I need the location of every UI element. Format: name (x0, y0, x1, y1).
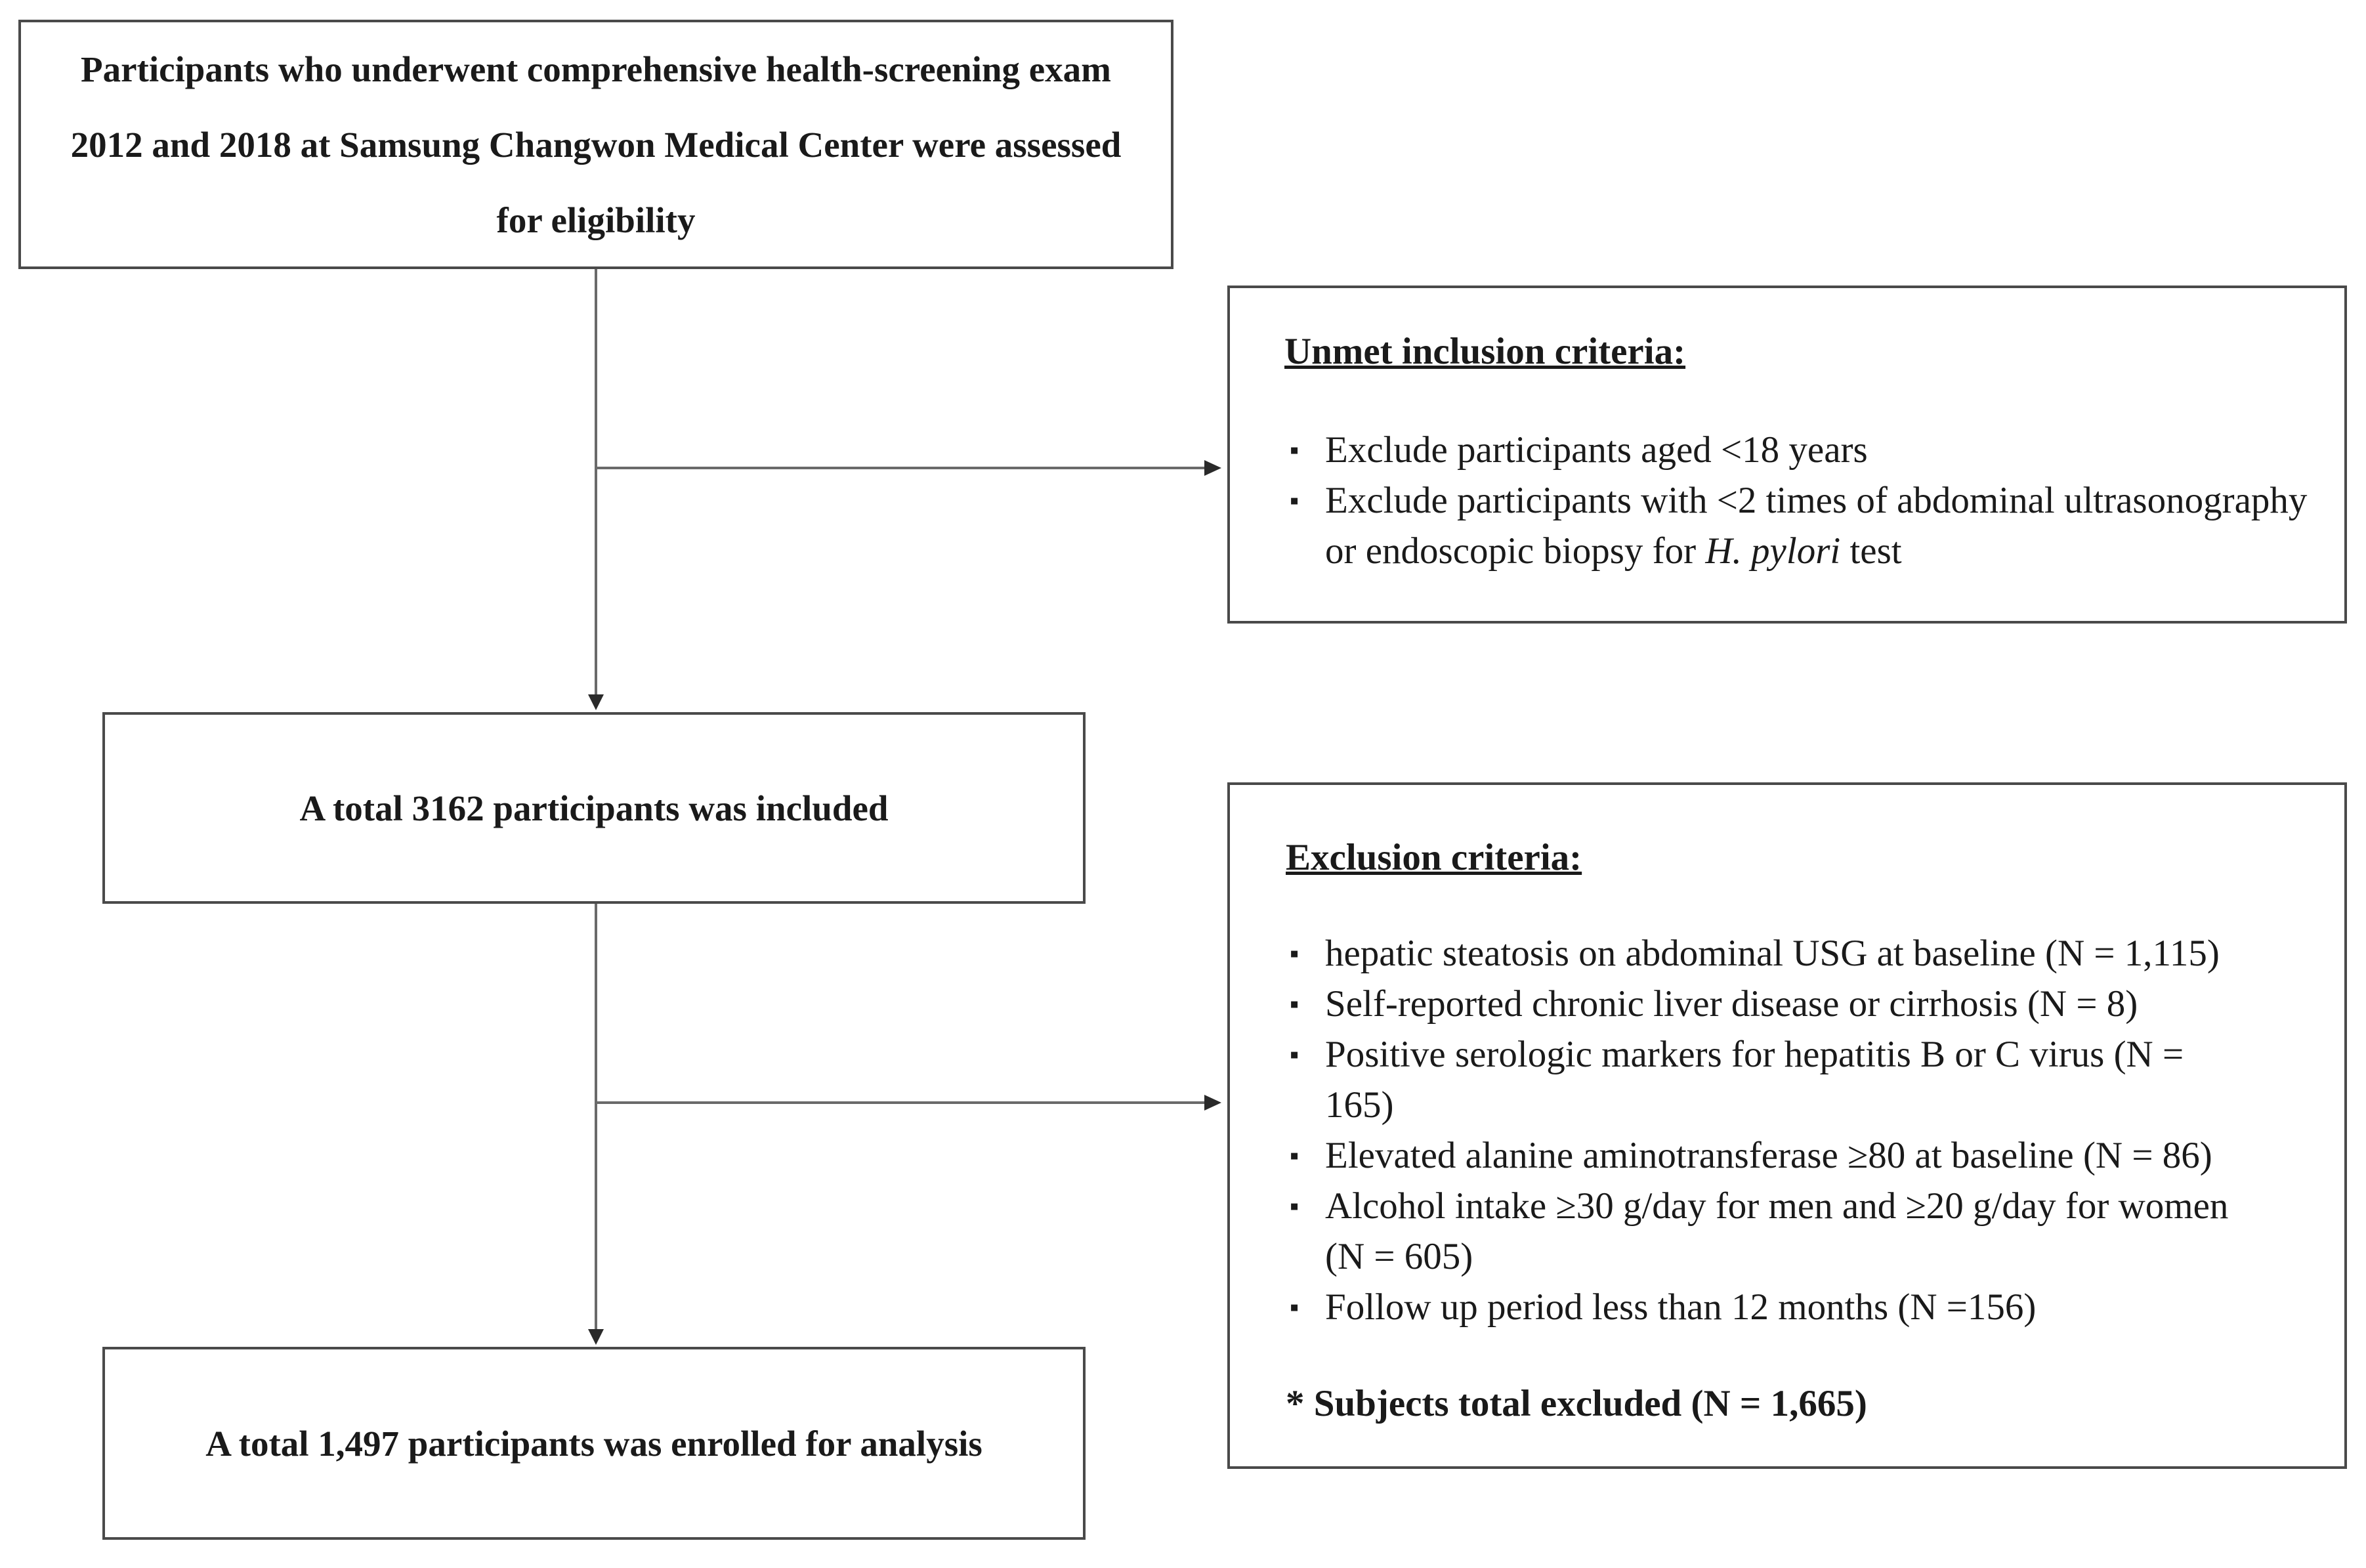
exclusion-item: ▪ hepatic steatosis on abdominal USG at baseline (N = 1,115) (1287, 928, 2327, 979)
exclusion-item: ▪ Follow up period less than 12 months (N =156) (1287, 1282, 2327, 1332)
enrolled-box (102, 1347, 1086, 1540)
exclusion-title: Exclusion criteria: (1286, 837, 1582, 878)
bullet-icon: ▪ (1290, 1040, 1299, 1069)
bullet-icon: ▪ (1290, 435, 1299, 465)
bullet-icon: ▪ (1290, 1191, 1299, 1221)
h-pylori-italic: H. pylori (1705, 530, 1841, 572)
included-box (102, 712, 1086, 904)
exclusion-item: ▪ Positive serologic markers for hepatitis B or C virus (N = 165) (1287, 1029, 2257, 1130)
arrow-head-included (588, 694, 604, 710)
unmet-inclusion-box (1227, 286, 2347, 624)
excluded-total: * Subjects total excluded (N = 1,665) (1286, 1383, 1867, 1424)
included-text: A total 3162 participants was included (299, 788, 889, 828)
arrow-head-exclusion (1204, 1095, 1221, 1111)
exclusion-list (1287, 928, 2327, 1332)
unmet-inclusion-title: Unmet inclusion criteria: (1284, 331, 1686, 372)
unmet-inclusion-item: ▪ Exclude participants aged <18 years (1287, 425, 2311, 475)
screening-text: Participants who underwent comprehensive health-screening exam 2012 and 2018 at Samsung Changwon Medical Center were assessed for eligibility (70, 49, 1122, 240)
screening-box (18, 20, 1173, 269)
exclusion-item: ▪ Alcohol intake ≥30 g/day for men and ≥20 g/day for women (N = 605) (1287, 1181, 2257, 1282)
bullet-icon: ▪ (1290, 1292, 1299, 1322)
bullet-icon: ▪ (1290, 989, 1299, 1019)
bullet-icon: ▪ (1290, 1141, 1299, 1170)
bullet-icon: ▪ (1290, 486, 1299, 515)
unmet-inclusion-item: ▪ Exclude participants with <2 times of abdominal ultrasonography or endoscopic biopsy for H. pylori test (1287, 475, 2311, 576)
arrow-head-unmet-inclusion (1204, 460, 1221, 476)
enrolled-text: A total 1,497 participants was enrolled for analysis (205, 1423, 982, 1464)
bullet-icon: ▪ (1290, 939, 1299, 968)
unmet-inclusion-list (1287, 425, 2311, 576)
exclusion-item: ▪ Self-reported chronic liver disease or cirrhosis (N = 8) (1287, 979, 2327, 1029)
exclusion-criteria-box (1227, 782, 2347, 1469)
exclusion-item: ▪ Elevated alanine aminotransferase ≥80 at baseline (N = 86) (1287, 1130, 2327, 1181)
arrow-head-enrolled (588, 1329, 604, 1345)
